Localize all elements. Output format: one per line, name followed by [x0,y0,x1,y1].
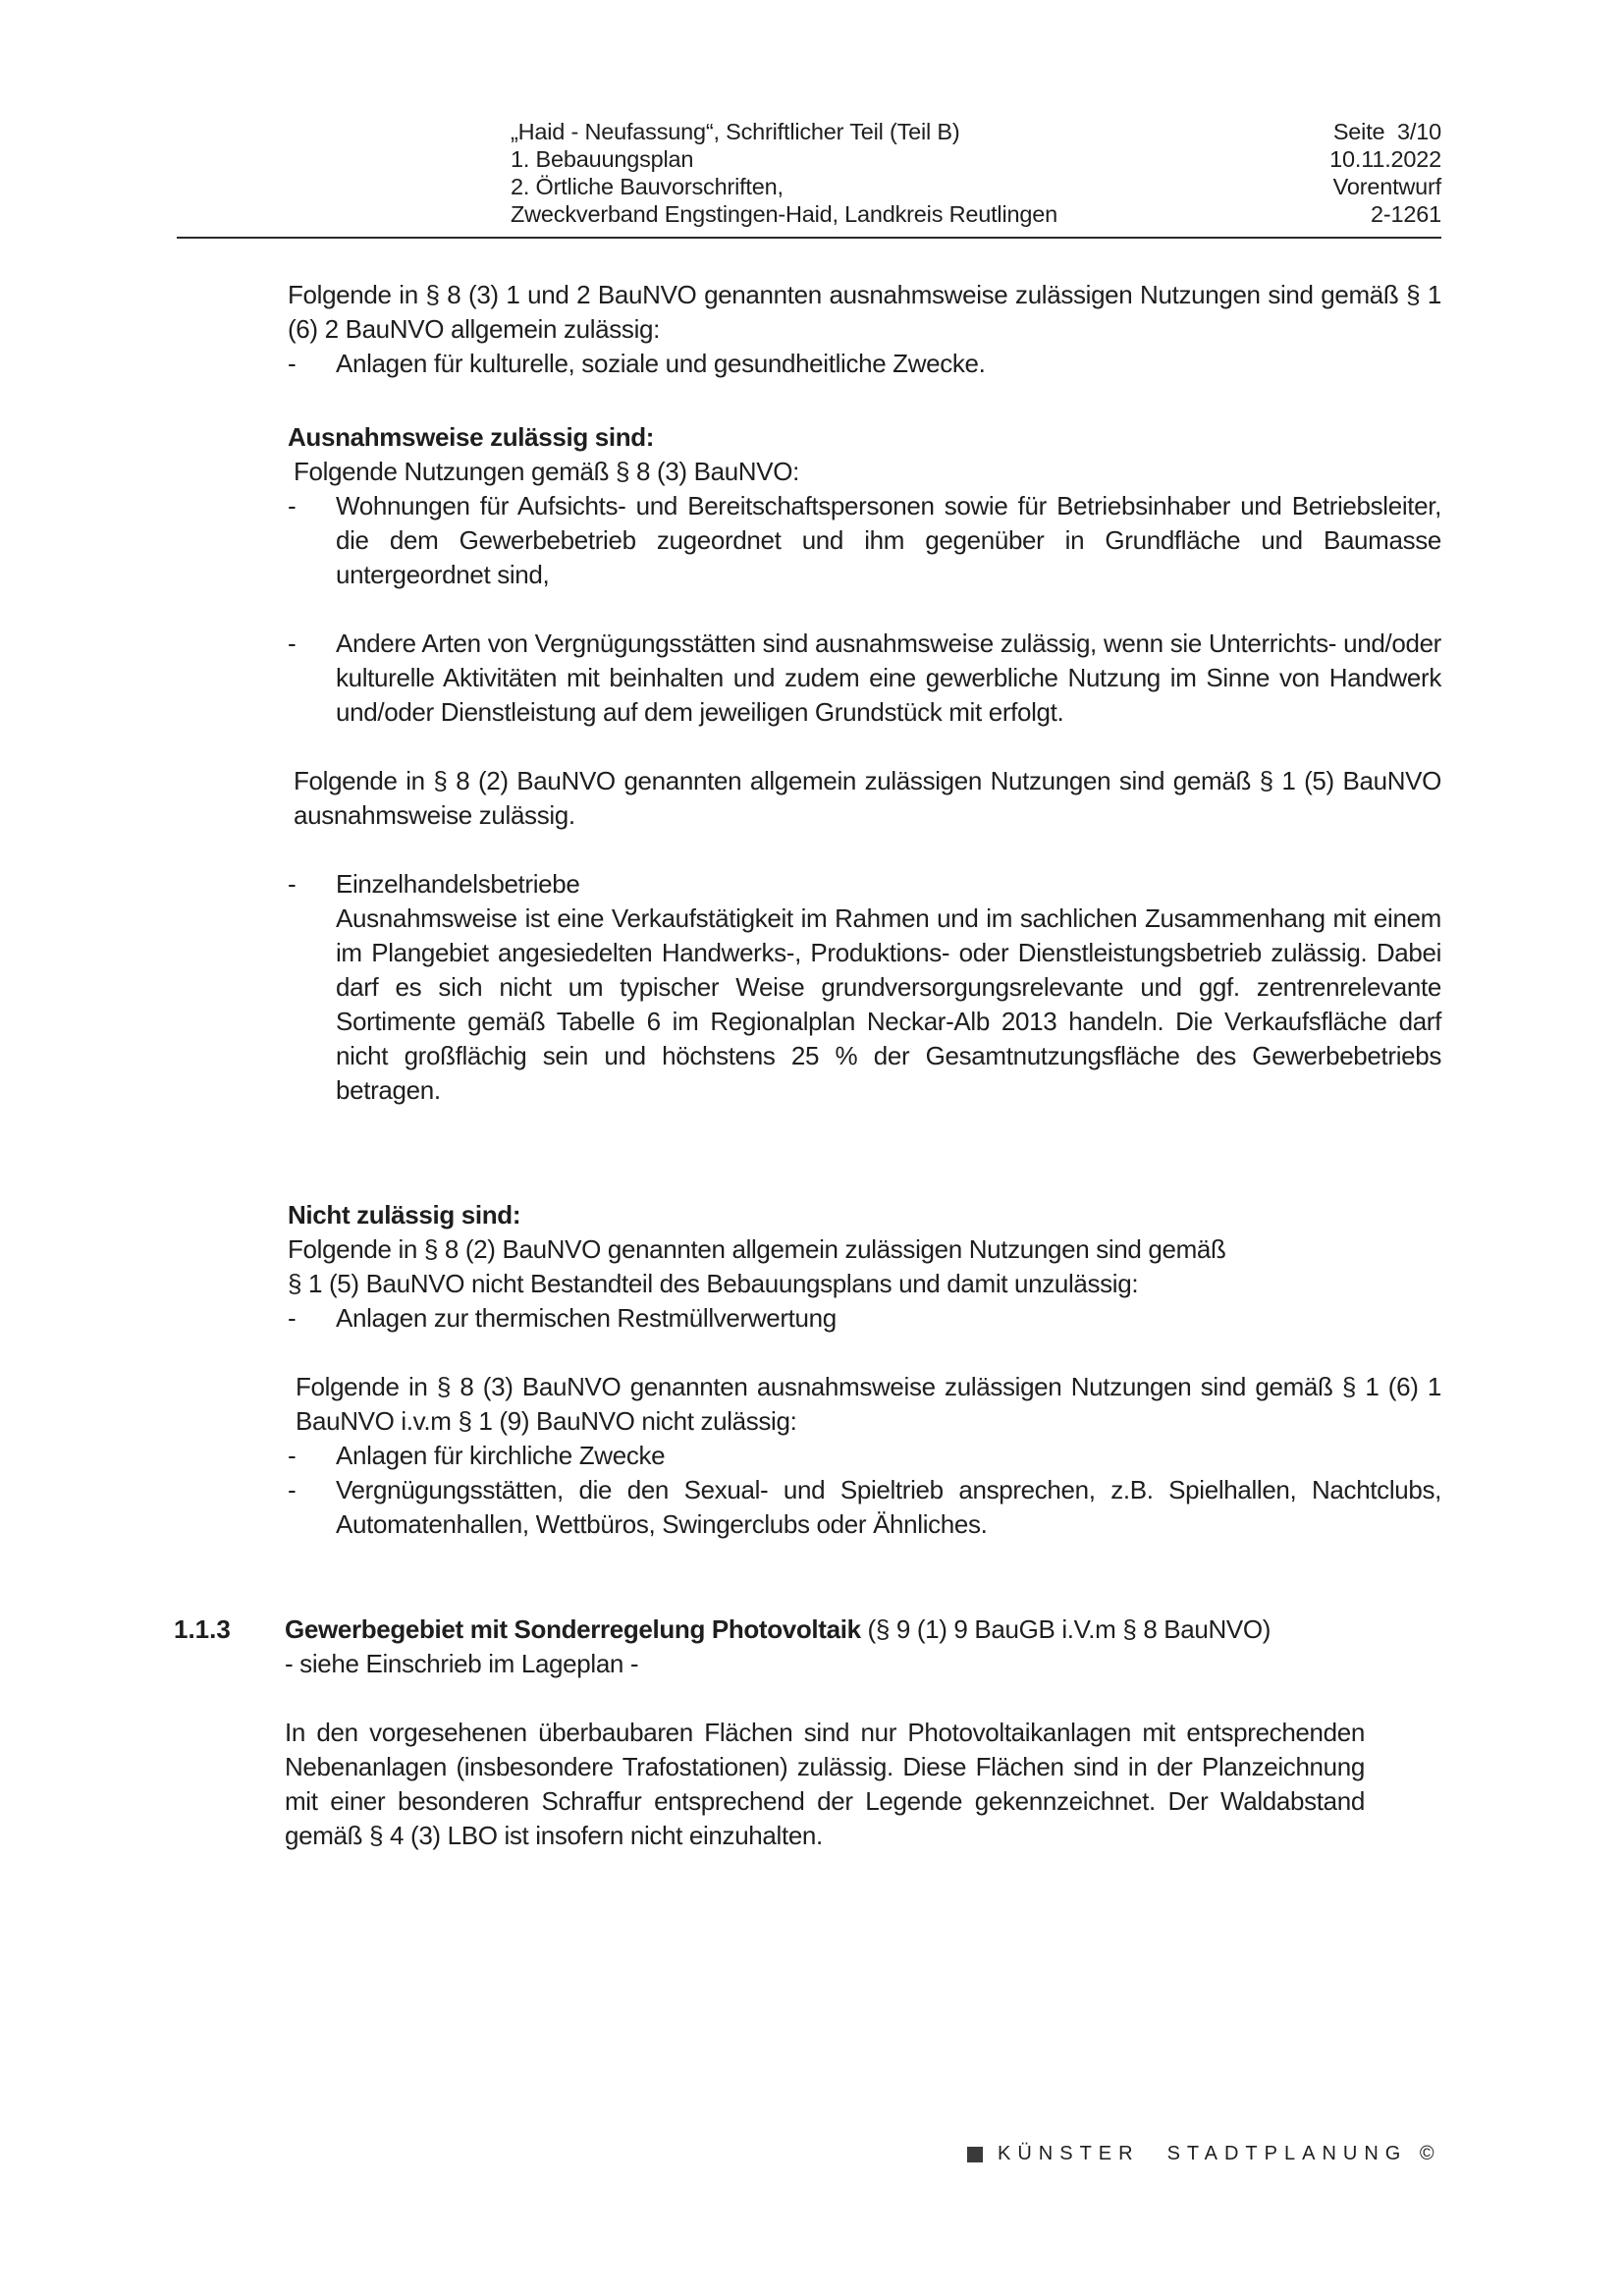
block-ausnahmsweise [288,420,1441,1108]
section-subheading: Ausnahmsweise zulässig sind: [288,422,655,452]
header-line-bebauungsplan: 1. Bebauungsplan [511,146,694,172]
list-item: - Wohnungen für Aufsichts- und Bereitschaftspersonen sowie für Betriebsinhaber und Betriebsleiter, die dem Gewerbebetrieb zugeordnet und ihm gegenüber in Grundfläche und Baumasse untergeordnet sind, [288,489,1441,592]
list-item: - Anlagen zur thermischen Restmüllverwertung [288,1301,1441,1336]
section-1-1-3 [285,1613,1438,1853]
bullet-dash: - [288,349,297,378]
section-title: Gewerbegebiet mit Sonderregelung Photovoltaik [285,1614,861,1644]
list-item: - Vergnügungsstätten, die den Sexual- und Spieltrieb ansprechen, z.B. Spielhallen, Nachtclubs, Automatenhallen, Wettbüros, Swingerclubs oder Ähnliches. [288,1473,1441,1542]
header-line-bauvorschriften: 2. Örtliche Bauvorschriften, [511,174,784,199]
brand-name: KÜNSTER [998,2143,1140,2164]
paragraph: Folgende Nutzungen gemäß § 8 (3) BauNVO: [294,457,799,486]
paragraph: Folgende in § 8 (3) BauNVO genannten ausnahmsweise zulässigen Nutzungen sind gemäß § 1 (6) 1 BauNVO i.v.m § 1 (9) BauNVO nicht zulässig: [296,1372,1441,1436]
page-number: Seite 3/10 [1332,119,1441,144]
paragraph: Folgende in § 8 (3) 1 und 2 BauNVO genannten ausnahmsweise zulässigen Nutzungen sind gemäß § 1 (6) 2 BauNVO allgemein zulässig: [288,280,1441,344]
document-status: Vorentwurf [1332,174,1441,199]
page-header [511,118,1441,228]
bullet-dash: - [288,1441,297,1470]
logo-square-icon [967,2147,983,2162]
block-nicht-zulaessig [288,1198,1441,1542]
list-item: - Anlagen für kirchliche Zwecke [288,1439,1441,1473]
bullet-dash: - [288,629,297,658]
bullet-dash: - [288,1475,297,1504]
bullet-dash: - [288,869,297,899]
section-legal-reference: (§ 9 (1) 9 BauGB i.V.m § 8 BauNVO) [860,1614,1271,1644]
document-date: 10.11.2022 [1329,146,1441,172]
section-subheading: Nicht zulässig sind: [288,1200,521,1230]
paragraph: Folgende in § 8 (2) BauNVO genannten allgemein zulässigen Nutzungen sind gemäß § 1 (5) BauNVO ausnahmsweise zulässig. [294,766,1441,830]
block-allgemein-zulaessig [288,278,1441,381]
bullet-dash: - [288,1303,297,1333]
brand-suffix: STADTPLANUNG © [1166,2143,1441,2164]
paragraph-line: Folgende in § 8 (2) BauNVO genannten allgemein zulässigen Nutzungen sind gemäß [288,1234,1226,1264]
section-subtitle: - siehe Einschrieb im Lageplan - [285,1649,639,1678]
list-item-title: Einzelhandelsbetriebe [336,869,580,899]
list-item [288,867,1441,1108]
section-heading [285,1613,1438,1647]
bullet-dash: - [288,491,297,520]
list-item-text: Ausnahmsweise ist eine Verkaufstätigkeit im Rahmen und im sachlichen Zusammenhang mit einem im Plangebiet angesiedelten Handwerks-, Produktions- oder Dienstleistungsbetrieb zulässig. Dabei darf es sich nicht um typischer Weise grundversorgungsrelevante und ggf. zentrenrelevante Sortimente gemäß Tabelle 6 im Regionalplan Neckar-Alb 2013 handeln. Die Verkaufsfläche darf nicht großflächig sein und höchstens 25 % der Gesamtnutzungsfläche des Gewerbebetriebs betragen. [336,903,1441,1105]
paragraph: In den vorgesehenen überbaubaren Flächen sind nur Photovoltaikanlagen mit entsprechenden Nebenanlagen (insbesondere Trafostationen) zulässig. Diese Flächen sind in der Planzeichnung mit einer besonderen Schraffur entsprechend der Legende gekennzeichnet. Der Waldabstand gemäß § 4 (3) LBO ist insofern nicht einzuhalten. [285,1718,1365,1850]
project-number: 2-1261 [1371,201,1441,227]
paragraph-line: § 1 (5) BauNVO nicht Bestandteil des Bebauungsplans und damit unzulässig: [288,1269,1139,1298]
header-divider [177,237,1441,239]
section-number: 1.1.3 [174,1614,231,1644]
header-line-zweckverband: Zweckverband Engstingen-Haid, Landkreis Reutlingen [511,201,1057,227]
list-item: - Andere Arten von Vergnügungsstätten sind ausnahmsweise zulässig, wenn sie Unterrichts- und/oder kulturelle Aktivitäten mit beinhalten und zudem eine gewerbliche Nutzung im Sinne von Handwerk und/oder Dienstleistung auf dem jeweiligen Grundstück mit erfolgt. [288,627,1441,730]
footer-brand [967,2143,1441,2165]
document-title: „Haid - Neufassung“, Schriftlicher Teil (Teil B) [511,119,960,144]
list-item: - Anlagen für kulturelle, soziale und gesundheitliche Zwecke. [288,347,1441,381]
